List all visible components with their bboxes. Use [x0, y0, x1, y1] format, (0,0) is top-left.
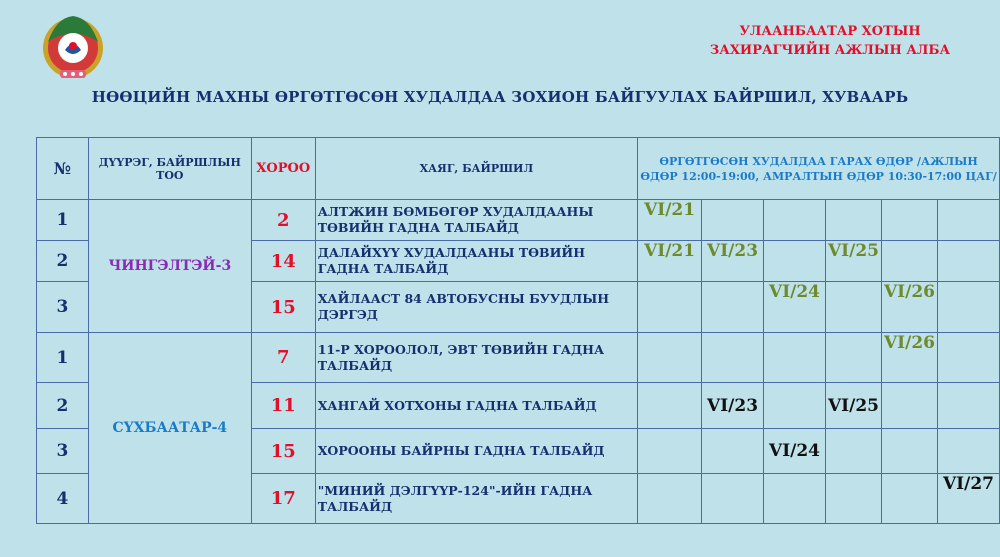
- address-line1: ХАЙЛААСТ 84 АВТОБУСНЫ БУУДЛЫН: [317, 291, 610, 306]
- address: [315, 282, 637, 333]
- page-title: НӨӨЦИЙН МАХНЫ ӨРГӨТГӨСӨН ХУДАЛДАА ЗОХИОН БАЙГУУЛАХ БАЙРШИЛ, ХУВААРЬ: [91, 88, 909, 106]
- date-cell: [638, 474, 702, 524]
- header-schedule-line1: ӨРГӨТГӨСӨН ХУДАЛДАА ГАРАХ ӨДӨР /АЖЛЫН: [659, 154, 978, 168]
- address: [315, 241, 637, 282]
- organization-name: [700, 22, 960, 60]
- row-number: 2: [37, 241, 89, 282]
- address-line1: 11-Р ХОРООЛОЛ, ЭВТ ТӨВИЙН ГАДНА: [317, 341, 605, 357]
- date-cell: [826, 200, 882, 241]
- row-number: 3: [37, 282, 89, 333]
- khoroo-number: 15: [251, 429, 315, 474]
- date-cell: VI/25: [826, 383, 882, 429]
- header-schedule-line2: ӨДӨР 12:00-19:00, АМРАЛТЫН ӨДӨР 10:30-17:00 ЦАГ/: [640, 169, 997, 183]
- organization-name-line1: УЛААНБААТАР ХОТЫН: [739, 24, 921, 39]
- date-cell: [764, 383, 826, 429]
- date-cell: [826, 474, 882, 524]
- date-cell: [881, 241, 937, 282]
- date-cell: [764, 200, 826, 241]
- date-cell: [702, 282, 764, 333]
- address-line2: ТАЛБАЙД: [317, 357, 393, 373]
- address: [315, 474, 637, 524]
- header-address: ХАЯГ, БАЙРШИЛ: [315, 138, 637, 200]
- date-cell: [826, 429, 882, 474]
- date-cell: VI/21: [638, 200, 702, 241]
- row-number: 1: [37, 333, 89, 383]
- khoroo-number: 17: [251, 474, 315, 524]
- header-no: №: [37, 138, 89, 200]
- date-cell: [702, 429, 764, 474]
- date-cell: VI/27: [937, 474, 999, 524]
- address-line2: ДЭРГЭД: [317, 307, 378, 322]
- date-cell: VI/25: [826, 241, 882, 282]
- header-district-line2: ТОО: [156, 168, 184, 182]
- date-cell: VI/23: [702, 241, 764, 282]
- table-row: [37, 333, 1000, 383]
- address-line1: ХОРООНЫ БАЙРНЫ ГАДНА ТАЛБАЙД: [317, 443, 605, 458]
- address: [315, 333, 637, 383]
- state-emblem-icon: [34, 12, 112, 82]
- khoroo-number: 7: [251, 333, 315, 383]
- header-district: [88, 138, 251, 200]
- date-cell: [764, 474, 826, 524]
- row-number: 4: [37, 474, 89, 524]
- date-cell: [702, 200, 764, 241]
- header-schedule: [638, 138, 1000, 200]
- khoroo-number: 11: [251, 383, 315, 429]
- date-cell: [638, 429, 702, 474]
- date-cell: VI/26: [881, 333, 937, 383]
- address: [315, 200, 637, 241]
- address-line2: ТАЛБАЙД: [317, 498, 393, 514]
- header-khoroo: ХОРОО: [251, 138, 315, 200]
- date-cell: [702, 333, 764, 383]
- row-number: 2: [37, 383, 89, 429]
- row-number: 3: [37, 429, 89, 474]
- date-cell: [937, 241, 999, 282]
- khoroo-number: 14: [251, 241, 315, 282]
- row-number: 1: [37, 200, 89, 241]
- date-cell: [881, 429, 937, 474]
- district-name: СҮХБААТАР-4: [88, 333, 251, 524]
- date-cell: [826, 333, 882, 383]
- date-cell: [826, 282, 882, 333]
- address-line1: "МИНИЙ ДЭЛГҮҮР-124"-ИЙН ГАДНА: [317, 482, 593, 498]
- date-cell: VI/23: [702, 383, 764, 429]
- address-line1: АЛТЖИН БӨМБӨГӨР ХУДАЛДААНЫ: [317, 204, 594, 219]
- date-cell: [937, 383, 999, 429]
- district-name: ЧИНГЭЛТЭЙ-3: [88, 200, 251, 333]
- address-line2: ТӨВИЙН ГАДНА ТАЛБАЙД: [317, 220, 519, 235]
- date-cell: [638, 282, 702, 333]
- date-cell: [881, 383, 937, 429]
- khoroo-number: 15: [251, 282, 315, 333]
- date-cell: VI/26: [881, 282, 937, 333]
- schedule-table: [36, 137, 1000, 524]
- organization-name-line2: ЗАХИРАГЧИЙН АЖЛЫН АЛБА: [709, 43, 951, 58]
- date-cell: [702, 474, 764, 524]
- address: [315, 429, 637, 474]
- date-cell: [937, 333, 999, 383]
- date-cell: VI/21: [638, 241, 702, 282]
- date-cell: [881, 474, 937, 524]
- date-cell: [764, 241, 826, 282]
- date-cell: [638, 333, 702, 383]
- address-line2: ГАДНА ТАЛБАЙД: [317, 261, 449, 276]
- date-cell: [937, 282, 999, 333]
- address: [315, 383, 637, 429]
- date-cell: [937, 200, 999, 241]
- date-cell: [764, 333, 826, 383]
- table-header-row: [37, 138, 1000, 200]
- date-cell: VI/24: [764, 282, 826, 333]
- address-line1: ДАЛАЙХҮҮ ХУДАЛДААНЫ ТӨВИЙН: [317, 245, 586, 260]
- date-cell: [638, 383, 702, 429]
- table-row: [37, 200, 1000, 241]
- khoroo-number: 2: [251, 200, 315, 241]
- address-line1: ХАНГАЙ ХОТХОНЫ ГАДНА ТАЛБАЙД: [317, 397, 597, 413]
- date-cell: [937, 429, 999, 474]
- date-cell: [881, 200, 937, 241]
- date-cell: VI/24: [764, 429, 826, 474]
- header-district-line1: ДҮҮРЭГ, БАЙРШЛЫН: [98, 155, 241, 169]
